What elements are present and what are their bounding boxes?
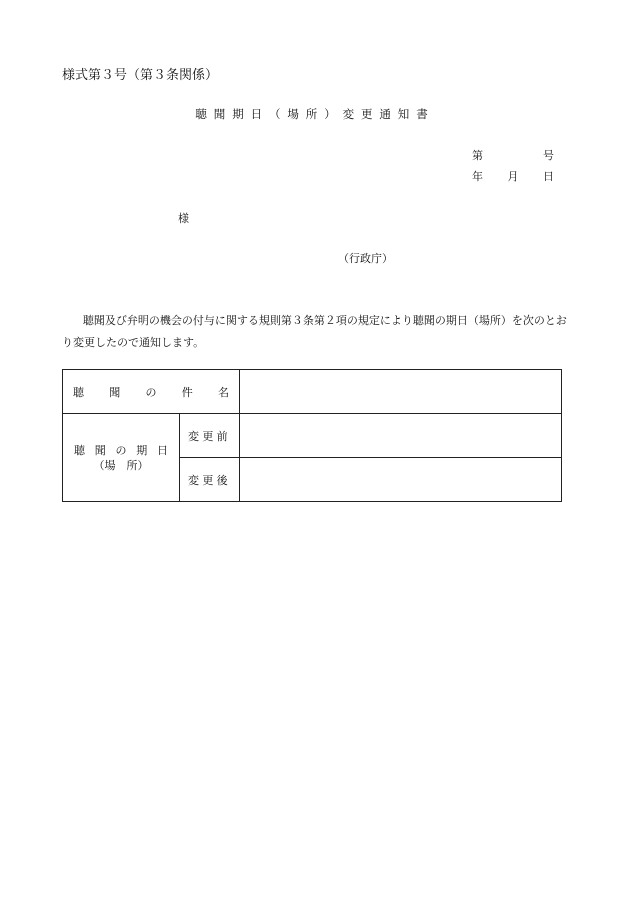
hearing-date-char: 日 [157, 443, 168, 457]
hearing-date-char: 期 [136, 443, 148, 457]
hearing-date-char: の [115, 443, 127, 457]
date-before-row [63, 414, 562, 458]
case-name-char: 名 [218, 385, 229, 399]
after-value[interactable] [240, 458, 562, 502]
case-name-value[interactable] [240, 370, 562, 414]
document-number-line [472, 147, 554, 163]
hearing-place-label: （場 所） [93, 458, 149, 472]
hearing-date-char: 聞 [94, 443, 106, 457]
notice-table [62, 369, 562, 502]
case-name-row [63, 370, 562, 414]
before-value[interactable] [240, 414, 562, 458]
date-year: 年 [472, 170, 483, 183]
case-name-char: の [145, 385, 157, 399]
case-name-char: 聴 [73, 385, 84, 399]
form-number: 様式第３号（第３条関係） [62, 68, 219, 83]
date-line [472, 168, 554, 184]
after-label: 変更後 [180, 458, 240, 502]
addressee: 様 [178, 212, 189, 225]
body-text: 聴聞及び弁明の機会の付与に関する規則第３条第２項の規定により聴聞の期日（場所）を次のとおり変更したので通知します。 [62, 314, 567, 349]
date-day: 日 [543, 170, 554, 183]
document-title: 聴聞期日（場所）変更通知書 [195, 107, 435, 121]
date-month: 月 [507, 170, 519, 183]
hearing-date-label [63, 414, 180, 502]
document-number-suffix: 号 [543, 149, 554, 162]
hearing-date-char: 聴 [74, 443, 85, 457]
document-number-prefix: 第 [472, 149, 483, 162]
case-name-char: 件 [181, 385, 193, 399]
case-name-char: 聞 [109, 385, 121, 399]
issuer: （行政庁） [338, 252, 393, 265]
case-name-label [63, 370, 240, 414]
before-label: 変更前 [180, 414, 240, 458]
